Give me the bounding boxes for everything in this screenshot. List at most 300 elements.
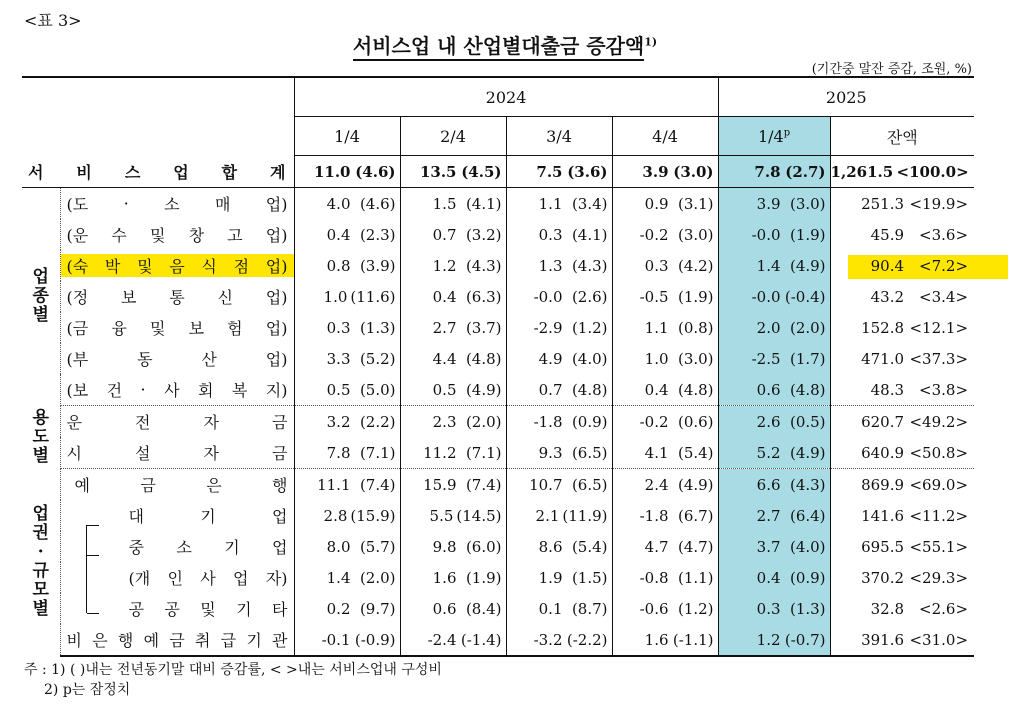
value-cell — [294, 281, 400, 312]
share-value: <3.6> — [919, 225, 969, 244]
value-pair — [507, 257, 612, 275]
growth-rate: (1.1) — [677, 568, 714, 587]
row-label-char: 및 — [200, 600, 216, 619]
group-label-cell — [22, 406, 60, 469]
row-label-char: 회 — [197, 381, 214, 400]
industry-label-cell — [60, 312, 294, 343]
share-value: <11.2> — [909, 506, 969, 525]
change-value: 1.3 — [538, 256, 563, 275]
value-pair — [401, 600, 506, 618]
row-label — [22, 160, 294, 183]
group-label — [22, 409, 60, 466]
balance-value: 370.2 — [861, 568, 905, 587]
change-value: 10.7 — [529, 475, 563, 494]
balance-pair — [831, 569, 975, 587]
value-pair — [295, 257, 400, 275]
growth-rate: (4.5) — [461, 162, 502, 181]
value-pair — [295, 226, 400, 244]
share-value: <2.6> — [919, 599, 969, 618]
change-value: -0.2 — [639, 412, 669, 431]
change-value: 0.7 — [538, 380, 563, 399]
value-pair — [295, 631, 400, 649]
value-cell — [400, 219, 506, 250]
growth-rate: (4.9) — [789, 443, 826, 462]
value-cell — [612, 281, 718, 312]
balance-pair — [831, 413, 975, 431]
value-pair — [295, 600, 400, 618]
value-cell — [294, 188, 400, 220]
industry-row — [22, 219, 974, 250]
balance-cell — [830, 624, 974, 656]
change-value: 1.0 — [644, 349, 669, 368]
row-label-char: 건 — [106, 381, 123, 400]
growth-rate: (3.7) — [465, 318, 502, 337]
value-pair — [613, 538, 718, 556]
growth-rate: (1.3) — [789, 599, 826, 618]
value-cell — [506, 469, 612, 501]
change-value: 3.3 — [326, 349, 351, 368]
value-pair — [401, 507, 506, 525]
growth-rate: (4.1) — [571, 225, 608, 244]
growth-rate: (11.6) — [350, 287, 396, 306]
group-label — [22, 268, 60, 325]
change-value: 4.1 — [644, 443, 669, 462]
balance-cell — [830, 500, 974, 531]
sector-label-cell — [60, 469, 294, 501]
value-pair — [719, 381, 830, 399]
balance-cell — [830, 406, 974, 438]
row-label-char: 및 — [149, 319, 166, 338]
row-label-char: 기 — [224, 538, 240, 557]
value-cell — [718, 281, 830, 312]
value-pair — [507, 381, 612, 399]
value-cell — [506, 156, 612, 188]
growth-rate: (-2.2) — [566, 630, 608, 649]
balance-pair — [831, 288, 975, 306]
growth-rate: (7.4) — [465, 475, 502, 494]
value-pair — [507, 413, 612, 431]
value-pair — [507, 569, 612, 587]
balance-cell — [830, 531, 974, 562]
quarter-header: 4/4 — [612, 117, 718, 156]
value-cell — [506, 531, 612, 562]
industry-row — [22, 312, 974, 343]
share-value: <49.2> — [909, 412, 969, 431]
value-cell — [506, 562, 612, 593]
value-pair — [295, 381, 400, 399]
change-value: 0.5 — [432, 380, 457, 399]
row-label-char: 업 — [272, 538, 288, 557]
balance-value: 32.8 — [870, 599, 905, 618]
quarter-header: 2/4 — [400, 117, 506, 156]
value-pair — [507, 288, 612, 306]
change-value: 3.7 — [756, 537, 781, 556]
row-label-char: 보 — [188, 319, 205, 338]
value-pair — [719, 195, 830, 213]
growth-rate: (4.3) — [465, 256, 502, 275]
value-cell — [506, 374, 612, 406]
value-cell — [294, 593, 400, 624]
value-pair — [719, 163, 830, 181]
value-pair — [507, 600, 612, 618]
value-cell — [400, 250, 506, 281]
share-value: <29.3> — [909, 568, 969, 587]
total-label-cell — [22, 156, 294, 188]
growth-rate: (1.9) — [677, 287, 714, 306]
change-value: 0.4 — [756, 568, 781, 587]
growth-rate: (7.1) — [465, 443, 502, 462]
balance-value: 391.6 — [861, 630, 905, 649]
change-value: 2.1 — [535, 506, 560, 525]
value-cell — [294, 343, 400, 374]
change-value: 0.4 — [432, 287, 457, 306]
row-label-char: 복 — [231, 381, 248, 400]
industry-row — [22, 343, 974, 374]
value-cell — [294, 469, 400, 501]
industry-label-cell — [60, 343, 294, 374]
row-label-char: 행 — [272, 476, 288, 495]
value-cell — [294, 219, 400, 250]
growth-rate: (6.5) — [571, 443, 608, 462]
row-label-char: 수 — [111, 226, 127, 245]
balance-pair — [831, 163, 975, 181]
balance-pair — [831, 476, 975, 494]
row-label-char: 소 — [176, 538, 192, 557]
balance-pair — [831, 226, 975, 244]
group-label-char: 업 — [32, 504, 49, 525]
growth-rate: (2.2) — [359, 412, 396, 431]
value-pair — [613, 476, 718, 494]
value-pair — [401, 476, 506, 494]
title-footnote-mark: 1) — [644, 35, 658, 49]
change-value: -0.1 — [321, 630, 351, 649]
unit-note: (기간중 말잔 증감, 조원, %) — [812, 58, 972, 78]
growth-rate: (5.2) — [359, 349, 396, 368]
change-value: 11.0 — [313, 162, 351, 181]
growth-rate: (4.7) — [677, 537, 714, 556]
row-label-char: 인 — [167, 569, 183, 588]
quarter-header: 3/4 — [506, 117, 612, 156]
value-cell — [294, 437, 400, 469]
value-cell — [506, 250, 612, 281]
row-label-char: 산 — [201, 350, 217, 369]
share-value: <3.4> — [919, 287, 969, 306]
group-label-char: 도 — [32, 426, 49, 447]
value-cell — [612, 500, 718, 531]
value-cell — [294, 624, 400, 656]
value-cell — [294, 312, 400, 343]
industry-label-cell — [60, 219, 294, 250]
balance-pair — [831, 600, 975, 618]
share-value: <55.1> — [909, 537, 969, 556]
value-cell — [400, 406, 506, 438]
value-pair — [613, 350, 718, 368]
growth-rate: (4.0) — [789, 537, 826, 556]
value-cell — [718, 437, 830, 469]
row-label-char: 행 — [117, 631, 134, 650]
change-value: 1.4 — [756, 256, 781, 275]
row-label-char: · — [123, 194, 129, 213]
row-label — [61, 628, 294, 651]
row-label-char: 매 — [214, 195, 231, 214]
quarter-header: 1/4 — [294, 117, 400, 156]
change-value: 7.8 — [326, 443, 351, 462]
value-pair — [613, 288, 718, 306]
growth-rate: (2.6) — [571, 287, 608, 306]
value-pair — [507, 507, 612, 525]
value-pair — [507, 163, 612, 181]
industry-label-cell — [60, 281, 294, 312]
change-value: 0.4 — [644, 380, 669, 399]
growth-rate: (3.4) — [571, 194, 608, 213]
value-pair — [719, 538, 830, 556]
share-value: <100.0> — [896, 162, 969, 181]
value-pair — [295, 195, 400, 213]
change-value: 8.6 — [538, 537, 563, 556]
group-label-char: 규 — [32, 561, 49, 582]
growth-rate: (4.2) — [677, 256, 714, 275]
growth-rate: (4.8) — [571, 380, 608, 399]
change-value: -2.4 — [427, 630, 457, 649]
value-pair — [401, 288, 506, 306]
value-cell — [506, 188, 612, 220]
value-cell — [612, 312, 718, 343]
balance-pair — [831, 319, 975, 337]
value-cell — [400, 188, 506, 220]
balance-cell — [830, 219, 974, 250]
value-pair — [507, 538, 612, 556]
row-label-char: 업) — [265, 288, 288, 307]
value-cell — [506, 219, 612, 250]
row-label — [61, 441, 294, 464]
growth-rate: (0.6) — [677, 412, 714, 431]
growth-rate: (5.0) — [359, 380, 396, 399]
value-cell — [612, 624, 718, 656]
change-value: 6.6 — [756, 475, 781, 494]
balance-value: 152.8 — [861, 318, 905, 337]
value-cell — [400, 500, 506, 531]
change-value: -0.0 — [533, 287, 563, 306]
value-cell — [400, 562, 506, 593]
table-title — [0, 30, 1010, 59]
growth-rate: (5.7) — [359, 537, 396, 556]
growth-rate: (6.7) — [677, 506, 714, 525]
row-label-char: 업) — [265, 257, 288, 276]
change-value: 4.0 — [326, 194, 351, 213]
row-label-char: 박 — [104, 257, 121, 276]
value-cell — [718, 624, 830, 656]
value-pair — [295, 163, 400, 181]
group-label — [22, 505, 60, 619]
change-value: 9.3 — [538, 443, 563, 462]
value-cell — [506, 406, 612, 438]
row-label-char: (정 — [66, 288, 89, 307]
value-pair — [295, 413, 400, 431]
growth-rate: (8.4) — [465, 599, 502, 618]
growth-rate: (3.0) — [673, 162, 714, 181]
row-label-char: 예 — [74, 476, 90, 495]
growth-rate: (1.2) — [571, 318, 608, 337]
value-cell — [612, 219, 718, 250]
row-label-char: 창 — [188, 226, 205, 245]
row-label-char: 동 — [137, 350, 153, 369]
loan-table — [22, 76, 974, 657]
row-label-char: (개 — [128, 569, 151, 588]
value-pair — [401, 444, 506, 462]
balance-cell — [830, 250, 974, 281]
balance-cell — [830, 374, 974, 406]
change-value: 0.5 — [326, 380, 351, 399]
value-cell — [294, 531, 400, 562]
change-value: -1.8 — [533, 412, 563, 431]
share-value: <19.9> — [909, 194, 969, 213]
value-pair — [507, 631, 612, 649]
balance-value: 48.3 — [870, 380, 905, 399]
growth-rate: (4.9) — [789, 256, 826, 275]
value-cell — [400, 437, 506, 469]
value-cell — [294, 500, 400, 531]
share-value: <69.0> — [909, 475, 969, 494]
change-value: 9.8 — [432, 537, 457, 556]
group-label-char: 업 — [32, 267, 49, 288]
value-cell — [400, 156, 506, 188]
row-label-char: 운 — [66, 413, 82, 432]
change-value: 2.7 — [432, 318, 457, 337]
growth-rate: (4.8) — [677, 380, 714, 399]
growth-rate: (-1.1) — [672, 630, 714, 649]
group-label-char: 모 — [32, 580, 49, 601]
row-label — [61, 410, 294, 433]
value-pair — [401, 257, 506, 275]
value-cell — [400, 281, 506, 312]
row-label-char: 식 — [201, 257, 217, 276]
row-label-char: (보 — [66, 381, 89, 400]
industry-row — [22, 250, 974, 281]
row-label — [61, 254, 294, 277]
balance-value: 471.0 — [861, 349, 905, 368]
growth-rate: (6.3) — [465, 287, 502, 306]
value-pair — [507, 319, 612, 337]
growth-rate: (2.7) — [785, 162, 826, 181]
value-pair — [719, 226, 830, 244]
growth-rate: (5.4) — [571, 537, 608, 556]
value-pair — [613, 163, 718, 181]
value-cell — [400, 531, 506, 562]
value-cell — [718, 562, 830, 593]
growth-rate: (5.4) — [677, 443, 714, 462]
change-value: 2.8 — [323, 506, 348, 525]
balance-cell — [830, 437, 974, 469]
change-value: 2.0 — [756, 318, 781, 337]
value-cell — [400, 312, 506, 343]
change-value: 7.8 — [754, 162, 781, 181]
value-pair — [295, 444, 400, 462]
value-cell — [506, 593, 612, 624]
growth-rate: (6.0) — [465, 537, 502, 556]
growth-rate: (-0.9) — [354, 630, 396, 649]
sector-label-cell — [60, 624, 294, 656]
growth-rate: (6.4) — [789, 506, 826, 525]
growth-rate: (4.8) — [465, 349, 502, 368]
sector-row — [22, 469, 974, 501]
value-cell — [718, 500, 830, 531]
industry-row — [22, 281, 974, 312]
industry-label-cell — [60, 250, 294, 281]
change-value: 4.9 — [538, 349, 563, 368]
value-pair — [613, 257, 718, 275]
value-cell — [506, 624, 612, 656]
value-pair — [295, 507, 400, 525]
value-cell — [400, 374, 506, 406]
growth-rate: (-1.4) — [460, 630, 502, 649]
value-cell — [612, 250, 718, 281]
change-value: 0.1 — [538, 599, 563, 618]
growth-rate: (9.7) — [359, 599, 396, 618]
group-label-char: 용 — [32, 407, 49, 428]
industry-label-cell — [60, 188, 294, 220]
balance-value: 45.9 — [870, 225, 905, 244]
value-pair — [613, 226, 718, 244]
industry-row — [22, 188, 974, 220]
row-label-char: 융 — [111, 319, 127, 338]
change-value: 7.5 — [536, 162, 563, 181]
growth-rate: (3.2) — [465, 225, 502, 244]
row-label-char: 자 — [203, 444, 219, 463]
row-label-char: 소 — [164, 195, 180, 214]
value-cell — [612, 531, 718, 562]
row-label-char: 관 — [272, 631, 288, 650]
row-label-char: 중 — [128, 538, 144, 557]
row-label-char: 공 — [164, 600, 180, 619]
value-cell — [612, 188, 718, 220]
value-pair — [613, 569, 718, 587]
row-label-char: 예 — [143, 631, 160, 650]
change-value: 0.6 — [432, 599, 457, 618]
share-value: <3.8> — [919, 380, 969, 399]
row-label-char: 업 — [272, 507, 288, 526]
balance-header: 잔액 — [830, 117, 974, 156]
row-label-char: (운 — [66, 226, 89, 245]
balance-value: 251.3 — [861, 194, 905, 213]
change-value: -0.0 — [751, 225, 781, 244]
row-label — [61, 378, 294, 401]
value-cell — [612, 406, 718, 438]
value-cell — [294, 406, 400, 438]
change-value: 2.7 — [756, 506, 781, 525]
row-label-char: 공 — [128, 600, 144, 619]
change-value: 0.9 — [644, 194, 669, 213]
share-value: <7.2> — [919, 256, 969, 275]
value-pair — [507, 350, 612, 368]
value-pair — [613, 195, 718, 213]
value-cell — [612, 469, 718, 501]
title-text: 서비스업 내 산업별대출금 증감액 — [353, 34, 644, 61]
value-pair — [719, 257, 830, 275]
change-value: 0.6 — [756, 380, 781, 399]
change-value: -2.9 — [533, 318, 563, 337]
industry-label-cell — [60, 374, 294, 406]
value-cell — [718, 374, 830, 406]
growth-rate: (4.9) — [677, 475, 714, 494]
growth-rate: (2.0) — [359, 568, 396, 587]
value-pair — [613, 413, 718, 431]
row-label-char: 취 — [194, 631, 211, 650]
table-label: <표 3> — [24, 11, 82, 30]
value-pair — [719, 319, 830, 337]
balance-pair — [831, 350, 975, 368]
value-pair — [719, 631, 830, 649]
change-value: 11.1 — [317, 475, 351, 494]
